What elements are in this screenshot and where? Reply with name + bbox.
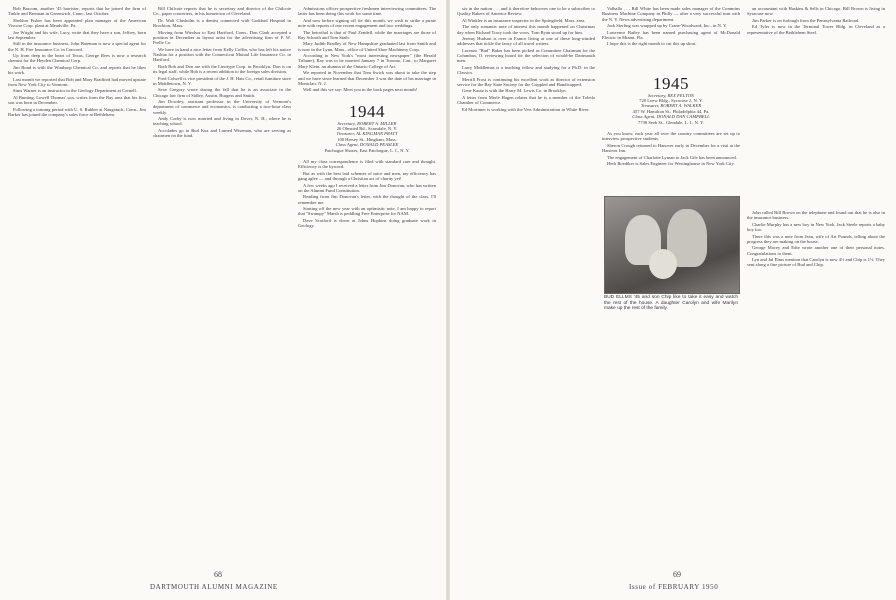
paragraph: Fred Colwell is vice president of the J. H. Hats Co., retail furniture store in Middletown, N. Y. — [153, 75, 291, 86]
paragraph: A letter from Merle Hagen relates that he is a member of the Toledo Chamber of Commerce. — [457, 94, 595, 106]
paragraph: Last month we reported that Bob and Mary Bradford had moved upstate from New York City to Vermont. — [8, 76, 146, 87]
paragraph: I hope this is the right month to cut this up short. — [607, 41, 697, 47]
treasurer-address: 100 Hersey St., Hingham, Mass. — [337, 136, 397, 142]
paragraph: Jim Dowdey, assistant professor in the University of Vermont's department of commerce and economics, is conducting a two-hour class weekly. — [153, 99, 291, 115]
right-column-3-bottom — [747, 210, 885, 560]
paragraph: The betrothal is that of Paul Zendell, while the marriages are those of Ray Schroth and Tom Staib. — [298, 29, 436, 40]
paragraph: All my class correspondence is filed with standard care and thought. Efficiency is the byword. — [298, 159, 436, 170]
left-column-3 — [298, 6, 436, 566]
paragraph: Ed Tyler is now in the Terminal Tower Bldg. in Cleveland as a representative of the Bethlehem Steel. — [747, 24, 885, 35]
paragraph: Mary Judith Bradley of New Hampshire graduated last from Smith and is now in the Lynn, Mass., office of United Shoe Machinery Corp. — [298, 41, 436, 52]
left-column-1 — [8, 6, 146, 566]
page-number: 68 — [214, 570, 222, 579]
paragraph: Al Winkler is an insurance inspector in the Springfield, Mass. area. — [462, 17, 586, 23]
paragraph: Admissions officer prospective freshmen interviewing committees. The latter has been doing this work for some time. — [298, 6, 436, 17]
family-photo — [604, 196, 740, 294]
paragraph: Following a training period with U. S. Rubber at Naugatuck, Conn., Jim Barker has joined the company's sales force at Bethlehem. — [8, 106, 146, 118]
right-column-1 — [457, 6, 595, 566]
secretary-line: Secretary, ROBERT A. MILLER — [337, 120, 397, 126]
issue-footer: Issue of FEBRUARY 1950 — [629, 583, 719, 591]
paragraph: Merrill Frost is continuing his excellent work as director of extension service for the Bay State Society for the Crippled and Handicapped. — [457, 76, 595, 87]
left-column-2 — [153, 6, 291, 566]
paragraph: John called Bill Brown on the telephone and found out that he is also in the insurance business. — [747, 210, 885, 221]
paragraph: The engagement of Charlotte Lyman to Jack Gile has been announced. — [607, 154, 737, 160]
paragraph: six in the nation . . . and it therefore behooves one to be a subscriber to Quality Bakers of America Review. — [457, 6, 595, 17]
paragraph: George Macey and Edie wrote another one of their personal notes. Congratulations to them. — [747, 245, 885, 256]
paragraph: Well and this we say: Meet you in the back pages next month! — [303, 87, 418, 93]
class-1944-header — [298, 103, 436, 153]
photo-caption: BUD ELLMS '45 and son Chip like to take it easy and watch the rest of the house. A daughter Carolyn and wife Marilyn make up the rest of the family. — [604, 295, 738, 312]
paragraph: Larry Middlemas is a teaching fellow and studying for a Ph.D. in the Classics. — [457, 64, 595, 76]
paragraph: Sexe Gregory wrote during the fall that he is an associate in the Chicago law firm of Sidley, Austin, Burgess and Smith. — [153, 87, 291, 98]
paragraph: Andy Corby is now married and living in Dover, N. H., where he is teaching school. — [153, 116, 291, 127]
paragraph: And now before signing off for this month, we wish to strike a pirate note with reports of one recent engagement and two weddings. — [298, 17, 436, 29]
paragraph: Dave Scotford is down at Johns Hopkins doing graduate work in Geology. — [298, 217, 436, 229]
paragraph: Dr. Walt Chisholm is a dentist connected with Goddard Hospital in Brockton, Mass. — [153, 17, 291, 29]
paragraph: Sims Warner is an instructor in the Geology Department at Cornell. — [13, 88, 137, 94]
paragraph: Lorenzo "Bud" Baker has been picked as Committee Chairman for the Columbus, O. reviewing board for the selection of would-be Dartmouth men. — [457, 47, 595, 64]
paragraph: Ed Mortimer is working with the Vets Administration in White River. — [462, 106, 590, 112]
paragraph: Accolades go to Bud Kuz and Larned Wiseman, who are serving as chairmen on the fund. — [153, 127, 291, 139]
class-year: 1945 — [653, 73, 689, 93]
paragraph: Moving from Windsor to East Hartford, Conn., Don Clark accepted a position in December as layout artist for the advertising firm of F. W. Prelle Co. — [153, 29, 291, 46]
paragraph: Al Bunting, Lowell Thomas' son, writes from the Bay area that his first son was born in December. — [8, 94, 146, 106]
paragraph: Bob Bascom, another '45 barrister, reports that he joined the firm of Tinkle and Brennan in Greenwich, Conn., last October. — [8, 6, 146, 17]
paragraph: Reading from Jim Donovan's letter, with the thought of the class, I'll remember me. — [298, 194, 436, 205]
paragraph: Lyn and Jul Elms mention that Carolyn is now 4½ and Chip is 1½. They sent along a fine picture of Bud and Chip. — [747, 257, 885, 268]
paragraph: Up from deep in the heart of Texas, George Rees is now a research chemist for the Heyden Chemical Corp. — [8, 53, 146, 64]
paragraph: Charlie Murphy has a new boy in New York. Jack Steele reports a baby boy too. — [747, 221, 885, 233]
paragraph: The only romantic note of interest this month happened on Christmas day when Richard Tracy took the vows. Tom Ryan stood up for him. — [457, 24, 595, 35]
paragraph: As you know, each year all over the country committees are set up to interview prospective students. — [602, 131, 740, 142]
secretary-address: 26 Olmsted Rd., Scarsdale, N. Y. — [336, 125, 398, 131]
paragraph: Gene Kautz is with the Harry M. Lewis Co. in Brooklyn. — [462, 88, 567, 94]
right-column-3-top — [747, 6, 885, 206]
treasurer-line: Treasurer, AL KINGMAN PRATT — [336, 131, 398, 137]
class-agent-address: 7738 Seeb St., Glendale, L. I., N. Y. — [638, 119, 704, 125]
paragraph: There this was a note from Jean, wife of Art Pounds, telling about the progress they are making on the house. — [747, 233, 885, 244]
paragraph: A few weeks ago I received a letter from Jim Donovan, who has written on the Alumni Fund Constitution. — [298, 182, 436, 193]
class-1945-header — [602, 75, 740, 125]
paragraph: Jeremy Hudson is over in France living at one of these long-winded addresses that tickle the fancy of all travel writers. — [457, 36, 595, 47]
paragraph: Joe Wright and his wife, Lucy, write that they have a son, Jeffrey, born last September. — [8, 29, 146, 40]
paragraph: Still in the insurance business, John Bateman is now a special agent for the N. H. Fire Insurance Co. in Concord. — [8, 41, 146, 52]
paragraph: Jim Parker is on furlough from the Pennsylvania Railroad. — [752, 17, 860, 23]
paragraph: Sheldon Fisher has been appointed plan manager of the American Viscose Corp. plant at Meadville, Pa. — [8, 17, 146, 29]
page-number: 69 — [673, 570, 681, 579]
paragraph: an accountant with Haskins & Sells in Chicago. Bill Brown is living in Syracuse now. — [747, 6, 885, 17]
paragraph: Valhalla . . . Bill White has been made sales manager of the Commins Business Machine Company in Philly — after a very successful turn with the N. Y. News advertising department. — [602, 6, 740, 22]
secretary-line: Secretary, REX FELTON — [648, 92, 694, 98]
paragraph: Both Bob and Don are with the Linotype Corp. in Brooklyn. Don is on its legal staff, while Bob is a recent addition to the foreign sales division. — [153, 63, 291, 75]
magazine-footer: DARTMOUTH ALUMNI MAGAZINE — [150, 583, 278, 591]
treasurer-address: 457 W. Hamilton St., Philadelphia 44, Pa. — [632, 108, 710, 114]
photo-figure — [649, 249, 677, 279]
paragraph: Jack Sterling was wrapped up by Crane-Woodward, Inc., in N. Y. — [607, 23, 727, 29]
class-agent-line: Class Agent, DONALD DAN CAMPBELL — [632, 114, 710, 120]
paragraph: Starting off the new year with an optimistic note, I am happy to report that "Swampy" Marsh is peddling Free Enterprise for NAM. — [298, 206, 436, 217]
paragraph: Herb Boedtker is Sales Engineer for Westinghouse in New York City. — [607, 161, 735, 167]
class-agent-line: Class Agent, DONALD PEASLEE — [335, 142, 399, 148]
class-year: 1944 — [349, 101, 385, 121]
paragraph: Bill Chilcote reports that he is secretary and director of the Chilcote Co., paper converters, in his hometown of Cleveland. — [153, 6, 291, 17]
secretary-address: 720 Loew Bldg., Syracuse 2, N. Y. — [639, 98, 703, 104]
treasurer-line: Treasurer, ROBERT A. WALKER — [640, 103, 702, 109]
paragraph: Sheron Crough returned to Hanover early in December for a visit at the Hanover Inn. — [602, 142, 740, 154]
paragraph: Jim Bond is with the Winthrop Chemical Co. and reports that he likes his work. — [8, 64, 146, 76]
class-agent-address: Patchogue Shores, East Patchogue, L. I., N. Y. — [324, 147, 410, 153]
paragraph: Lawrence Bailey has been named purchasing agent of McDonald Electric in Miami, Fla. — [602, 29, 740, 40]
right-page — [449, 0, 896, 600]
left-page — [0, 0, 447, 600]
paragraph: We reported in November that Tom Swick was about to take the step and we have since learned that December 3 was the date of his marriage in Montclair, N. J. — [298, 70, 436, 86]
paragraph: We have in hand a nice letter from Kelly Coffin, who has left his native Nashua for a position with the Connecticut Mutual Life Insurance Co. in Hartford. — [153, 46, 291, 63]
paragraph: But as with the best laid schemes of mice and men, my efficiency has gang aglee — and through a Christian act of charity yet! — [298, 170, 436, 182]
paragraph: According to New York's "most interesting newspaper" (the Herald Tribune), Ray was to be married January 7 in Toronto, Can., to Margaret Mary Klein, an alumna of the Ontario College of Art. — [298, 53, 436, 69]
